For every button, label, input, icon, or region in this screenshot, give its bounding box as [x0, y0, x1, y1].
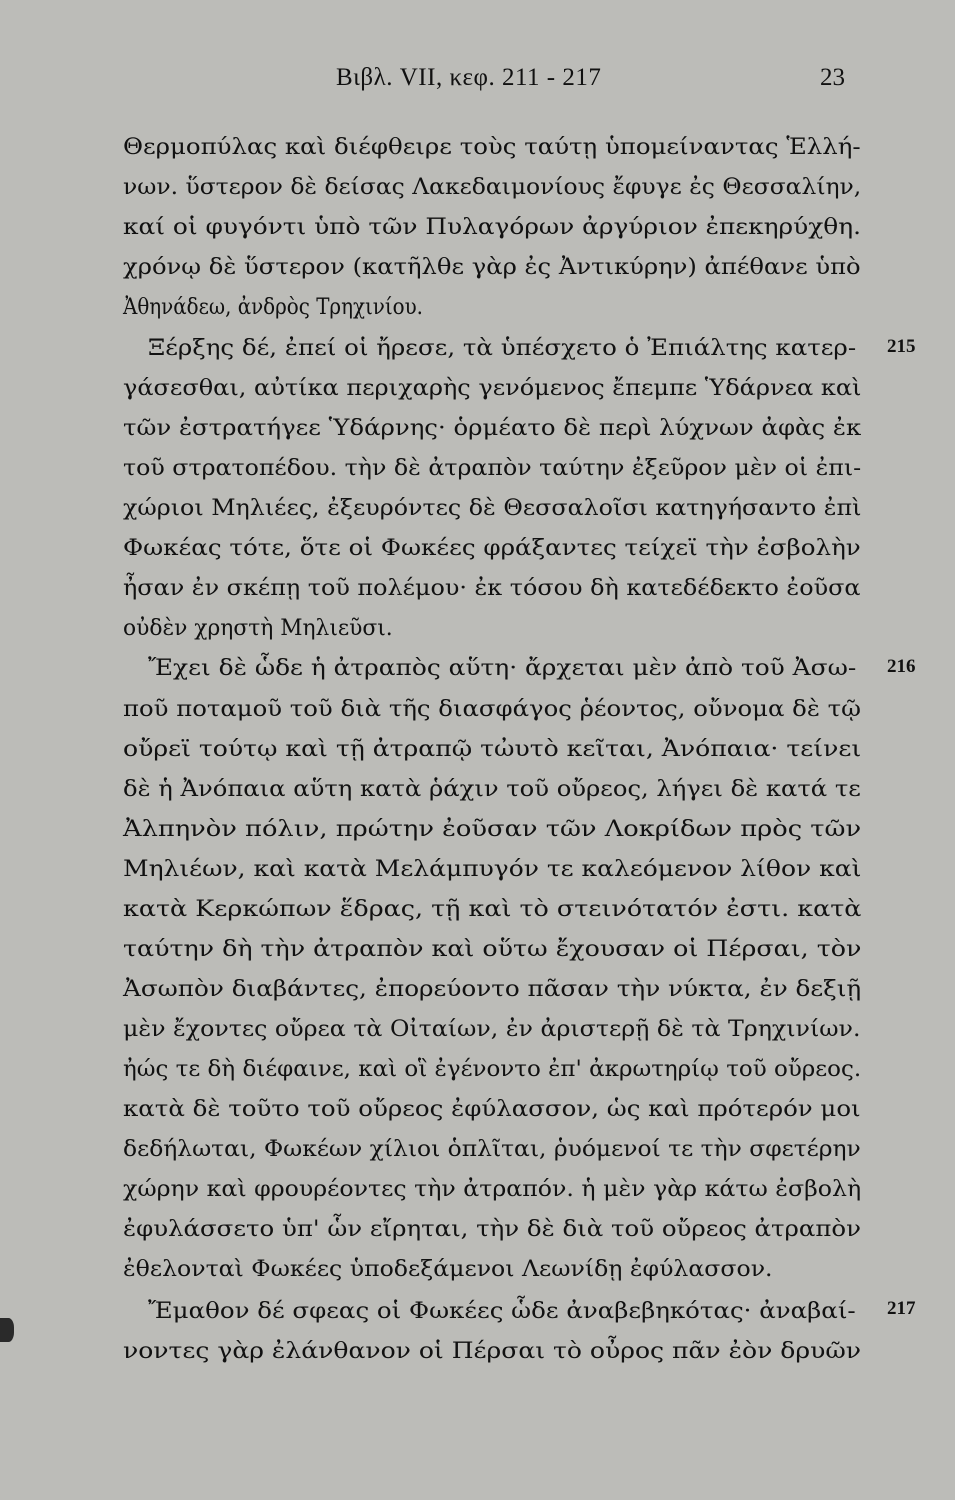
text-line: τῶν ἐστρατήγεε Ὑδάρνης· ὁρμέατο δὲ περὶ λύχνων ἀφὰς ἐκ: [123, 415, 862, 441]
text-line: νοντες γὰρ ἐλάνθανον οἱ Πέρσαι τὸ οὖρος πᾶν ἐὸν δρυῶν: [123, 1338, 861, 1364]
text-line: Ἔχει δὲ ὧδε ἡ ἀτραπὸς αὕτη· ἄρχεται μὲν ἀπὸ τοῦ Ἀσω-: [148, 655, 857, 681]
text-line: νων. ὕστερον δὲ δείσας Λακεδαιμονίους ἔφυγε ἐς Θεσσαλίην,: [123, 174, 862, 200]
text-line: δεδήλωται, Φωκέων χίλιοι ὁπλῖται, ῥυόμενοί τε τὴν σφετέρην: [123, 1136, 861, 1162]
ink-smudge: [0, 1318, 14, 1342]
text-line: τοῦ στρατοπέδου. τὴν δὲ ἀτραπὸν ταύτην ἐξεῦρον μὲν οἱ ἐπι-: [123, 455, 862, 481]
text-line: οὔρεϊ τούτῳ καὶ τῇ ἀτραπῷ τὠυτὸ κεῖται, Ἀνόπαια· τείνει: [123, 736, 862, 762]
text-line: δὲ ἡ Ἀνόπαια αὕτη κατὰ ῥάχιν τοῦ οὔρεος, λήγει δὲ κατά τε: [123, 776, 861, 802]
text-line: ἐφυλάσσετο ὑπ' ὧν εἴρηται, τὴν δὲ διὰ τοῦ οὔρεος ἀτραπὸν: [123, 1216, 861, 1242]
text-line: Ἀσωπὸν διαβάντες, ἐπορεύοντο πᾶσαν τὴν νύκτα, ἐν δεξιῇ: [123, 976, 862, 1002]
text-line: κατὰ δὲ τοῦτο τοῦ οὔρεος ἐφύλασσον, ὡς καὶ πρότερόν μοι: [123, 1096, 861, 1122]
text-line: Ἀλπηνὸν πόλιν, πρώτην ἐοῦσαν τῶν Λοκρίδων πρὸς τῶν: [123, 816, 862, 842]
text-line: Ξέρξης δέ, ἐπεί οἱ ἤρεσε, τὰ ὑπέσχετο ὁ Ἐπιάλτης κατερ-: [148, 335, 857, 361]
text-line: Ἀθηνάδεω, ἀνδρὸς Τρηχινίου.: [123, 294, 423, 320]
text-line: ἦσαν ἐν σκέπῃ τοῦ πολέμου· ἐκ τόσου δὴ κατεδέδεκτο ἐοῦσα: [123, 575, 861, 601]
margin-section-number: 216: [887, 656, 916, 677]
text-line: καί οἱ φυγόντι ὑπὸ τῶν Πυλαγόρων ἀργύριον ἐπεκηρύχθη.: [123, 214, 861, 240]
text-line: κατὰ Κερκώπων ἕδρας, τῇ καὶ τὸ στεινότατόν ἐστι. κατὰ: [123, 896, 862, 922]
text-line: μὲν ἔχοντες οὔρεα τὰ Οἰταίων, ἐν ἀριστερῇ δὲ τὰ Τρηχινίων.: [123, 1016, 861, 1042]
text-line: γάσεσθαι, αὐτίκα περιχαρὴς γενόμενος ἔπεμπε Ὑδάρνεα καὶ: [123, 375, 862, 401]
text-line: οὐδὲν χρηστὴ Μηλιεῦσι.: [123, 615, 393, 641]
text-line: ἠώς τε δὴ διέφαινε, καὶ οἳ ἐγένοντο ἐπ' ἀκρωτηρίῳ τοῦ οὔρεος.: [123, 1056, 862, 1082]
text-line: Θερμοπύλας καὶ διέφθειρε τοὺς ταύτῃ ὑπομείναντας Ἑλλή-: [123, 134, 861, 160]
margin-section-number: 215: [887, 336, 916, 357]
margin-section-number: 217: [887, 1298, 916, 1319]
page-number: 23: [820, 64, 845, 91]
text-line: Μηλιέων, καὶ κατὰ Μελάμπυγόν τε καλεόμενον λίθον καὶ: [123, 856, 862, 882]
text-line: Φωκέας τότε, ὅτε οἱ Φωκέες φράξαντες τείχεϊ τὴν ἐσβολὴν: [123, 535, 861, 561]
running-header: Βιβλ. VII, κεφ. 211 - 217: [336, 64, 602, 91]
text-line: ταύτην δὴ τὴν ἀτραπὸν καὶ οὕτω ἔχουσαν οἱ Πέρσαι, τὸν: [123, 936, 862, 962]
text-line: ποῦ ποταμοῦ τοῦ διὰ τῆς διασφάγος ῥέοντος, οὔνομα δὲ τῷ: [123, 696, 861, 722]
text-line: Ἔμαθον δέ σφεας οἱ Φωκέες ὧδε ἀναβεβηκότας· ἀναβαί-: [148, 1298, 856, 1324]
text-line: χρόνῳ δὲ ὕστερον (κατῆλθε γὰρ ἐς Ἀντικύρην) ἀπέθανε ὑπὸ: [123, 254, 861, 280]
text-line: χώριοι Μηλιέες, ἐξευρόντες δὲ Θεσσαλοῖσι κατηγήσαντο ἐπὶ: [123, 495, 862, 521]
text-line: χώρην καὶ φρουρέοντες τὴν ἀτραπόν. ἡ μὲν γὰρ κάτω ἐσβολὴ: [123, 1176, 862, 1202]
text-line: ἐθελονταὶ Φωκέες ὑποδεξάμενοι Λεωνίδῃ ἐφύλασσον.: [123, 1256, 773, 1282]
